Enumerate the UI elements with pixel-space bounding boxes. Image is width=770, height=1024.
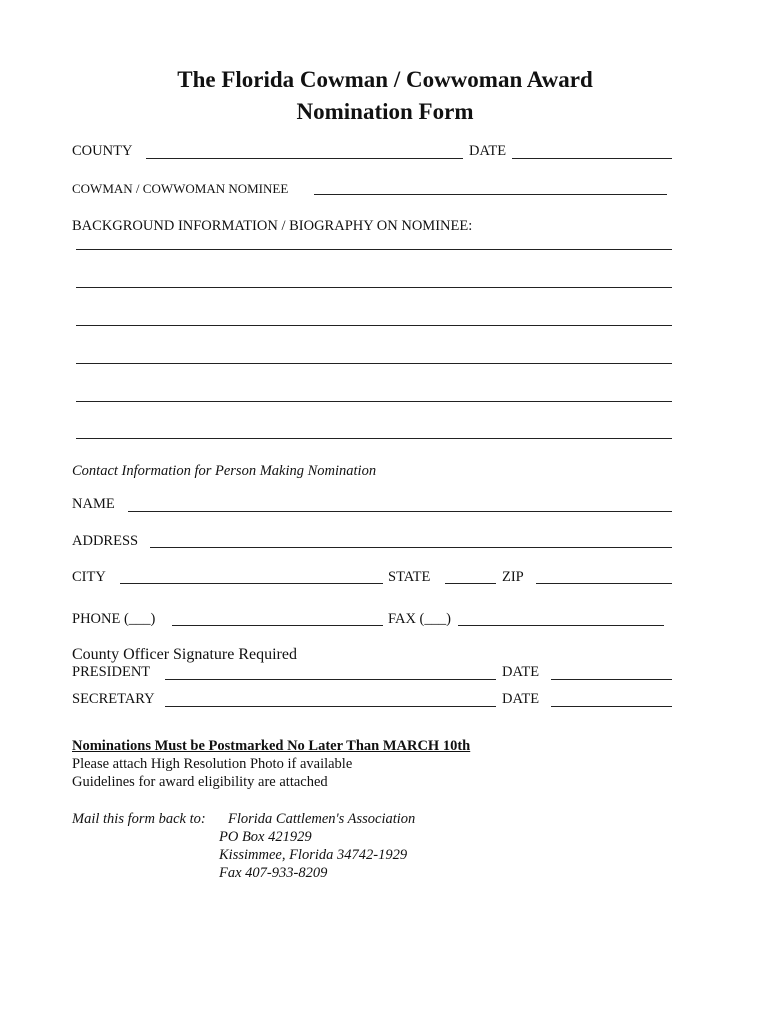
secretary-date-field[interactable] bbox=[551, 706, 672, 707]
fax-field[interactable] bbox=[458, 625, 664, 626]
date-field[interactable] bbox=[512, 158, 672, 159]
state-label: STATE bbox=[388, 569, 431, 585]
zip-field[interactable] bbox=[536, 583, 672, 584]
mail-po-box: PO Box 421929 bbox=[219, 829, 312, 845]
county-field[interactable] bbox=[146, 158, 463, 159]
mail-label: Mail this form back to: bbox=[72, 811, 206, 827]
county-label: COUNTY bbox=[72, 143, 133, 159]
president-signature-field[interactable] bbox=[165, 679, 496, 680]
background-label: BACKGROUND INFORMATION / BIOGRAPHY ON NOMINEE: bbox=[72, 218, 473, 234]
president-date-label: DATE bbox=[502, 664, 540, 680]
phone-label: PHONE (___) bbox=[72, 611, 156, 627]
president-label: PRESIDENT bbox=[72, 664, 151, 680]
state-field[interactable] bbox=[445, 583, 496, 584]
form-title-line1: The Florida Cowman / Cowwoman Award bbox=[177, 67, 593, 92]
guidelines-note: Guidelines for award eligibility are attached bbox=[72, 774, 328, 790]
city-label: CITY bbox=[72, 569, 106, 585]
deadline-note: Nominations Must be Postmarked No Later Than MARCH 10th bbox=[72, 738, 471, 754]
address-label: ADDRESS bbox=[72, 533, 139, 549]
name-field[interactable] bbox=[128, 511, 672, 512]
signature-heading: County Officer Signature Required bbox=[72, 646, 297, 663]
mail-fax: Fax 407-933-8209 bbox=[219, 865, 328, 881]
president-date-field[interactable] bbox=[551, 679, 672, 680]
date-label: DATE bbox=[469, 143, 507, 159]
fax-label: FAX (___) bbox=[388, 611, 451, 627]
secretary-date-label: DATE bbox=[502, 691, 540, 707]
contact-heading: Contact Information for Person Making Nomination bbox=[72, 463, 377, 479]
mail-city: Kissimmee, Florida 34742-1929 bbox=[219, 847, 408, 863]
background-line-5[interactable] bbox=[76, 401, 672, 402]
background-line-2[interactable] bbox=[76, 287, 672, 288]
nominee-field[interactable] bbox=[314, 194, 667, 195]
secretary-signature-field[interactable] bbox=[165, 706, 496, 707]
zip-label: ZIP bbox=[502, 569, 524, 585]
address-field[interactable] bbox=[150, 547, 672, 548]
background-line-1[interactable] bbox=[76, 249, 672, 250]
photo-note: Please attach High Resolution Photo if available bbox=[72, 756, 353, 772]
phone-field[interactable] bbox=[172, 625, 383, 626]
city-field[interactable] bbox=[120, 583, 383, 584]
background-line-3[interactable] bbox=[76, 325, 672, 326]
background-line-4[interactable] bbox=[76, 363, 672, 364]
mail-org: Florida Cattlemen's Association bbox=[228, 811, 416, 827]
nominee-label: COWMAN / COWWOMAN NOMINEE bbox=[72, 181, 289, 196]
background-line-6[interactable] bbox=[76, 438, 672, 439]
form-title-line2: Nomination Form bbox=[296, 99, 474, 124]
name-label: NAME bbox=[72, 496, 115, 512]
secretary-label: SECRETARY bbox=[72, 691, 155, 707]
